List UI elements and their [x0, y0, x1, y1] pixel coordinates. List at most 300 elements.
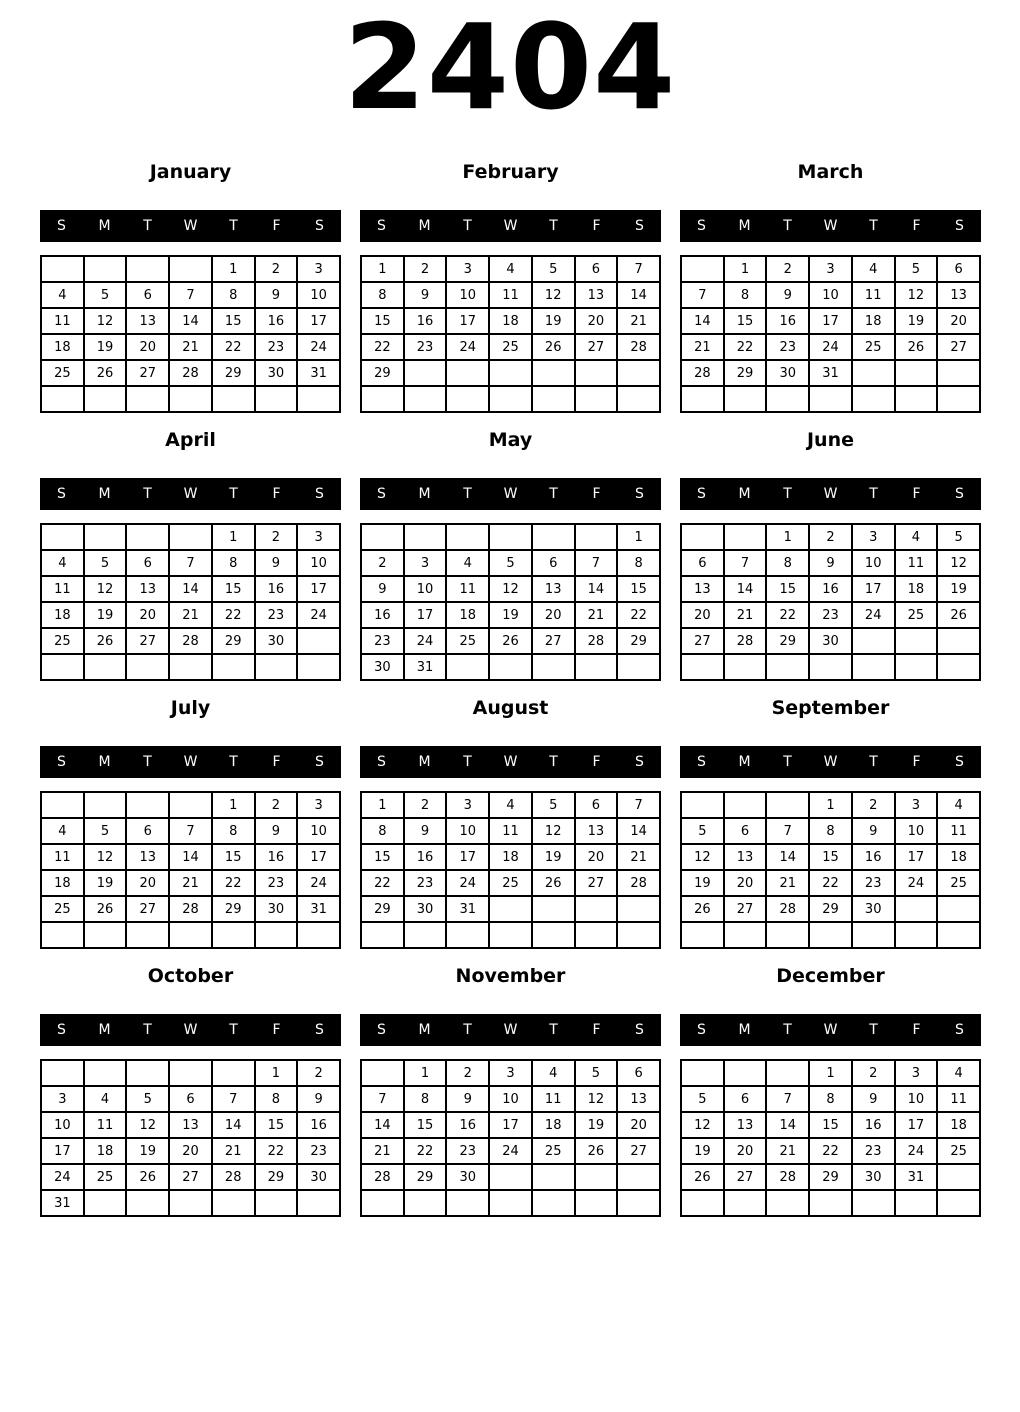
day-cell: 19 — [532, 308, 575, 334]
weekday-header: S — [635, 1022, 644, 1038]
day-cell: 7 — [169, 550, 212, 576]
weekday-header: F — [592, 218, 601, 234]
empty-day-cell — [809, 1190, 852, 1216]
day-cell: 22 — [361, 870, 404, 896]
day-cell: 10 — [809, 282, 852, 308]
day-cell: 22 — [212, 870, 255, 896]
empty-day-cell — [41, 792, 84, 818]
empty-day-cell — [255, 654, 298, 680]
day-cell: 5 — [532, 792, 575, 818]
day-cell: 3 — [404, 550, 447, 576]
day-cell: 30 — [297, 1164, 340, 1190]
day-cell: 26 — [489, 628, 532, 654]
day-cell: 12 — [937, 550, 980, 576]
day-cell: 8 — [809, 1086, 852, 1112]
day-cell: 15 — [361, 844, 404, 870]
weekday-header: S — [955, 218, 964, 234]
weekday-header: T — [229, 754, 238, 770]
day-cell: 14 — [766, 1112, 809, 1138]
day-cell: 29 — [724, 360, 767, 386]
day-cell: 22 — [766, 602, 809, 628]
day-cell: 25 — [41, 628, 84, 654]
day-cell: 30 — [255, 896, 298, 922]
empty-day-cell — [532, 1190, 575, 1216]
day-cell: 18 — [532, 1112, 575, 1138]
weekday-header: F — [912, 218, 921, 234]
weekday-header-bar — [40, 210, 341, 242]
day-cell: 23 — [446, 1138, 489, 1164]
day-cell: 14 — [575, 576, 618, 602]
weekday-header: S — [315, 486, 324, 502]
day-cell: 4 — [489, 256, 532, 282]
day-cell: 14 — [766, 844, 809, 870]
day-cell: 5 — [895, 256, 938, 282]
empty-day-cell — [766, 386, 809, 412]
day-cell: 18 — [41, 334, 84, 360]
weekday-header: T — [549, 218, 558, 234]
day-cell: 14 — [169, 844, 212, 870]
day-cell: 14 — [681, 308, 724, 334]
weekday-header: F — [592, 754, 601, 770]
month-block — [680, 160, 981, 413]
day-cell: 9 — [852, 818, 895, 844]
day-cell: 4 — [41, 282, 84, 308]
empty-day-cell — [809, 654, 852, 680]
weekday-header: W — [183, 754, 198, 770]
weekday-header: M — [418, 218, 431, 234]
weekday-header: T — [229, 486, 238, 502]
day-cell: 11 — [895, 550, 938, 576]
day-cell: 23 — [404, 334, 447, 360]
day-cell: 31 — [446, 896, 489, 922]
empty-day-cell — [575, 360, 618, 386]
weekday-header: T — [783, 754, 792, 770]
empty-day-cell — [404, 922, 447, 948]
weekday-header-bar — [360, 478, 661, 510]
empty-day-cell — [681, 654, 724, 680]
month-block — [360, 696, 661, 949]
day-cell: 6 — [575, 256, 618, 282]
day-cell: 13 — [532, 576, 575, 602]
empty-day-cell — [126, 1190, 169, 1216]
empty-day-cell — [489, 386, 532, 412]
day-cell: 20 — [937, 308, 980, 334]
day-cell: 1 — [212, 524, 255, 550]
day-cell: 24 — [809, 334, 852, 360]
weekday-header: T — [869, 218, 878, 234]
weekday-header-bar — [680, 478, 981, 510]
day-cell: 10 — [404, 576, 447, 602]
day-cell: 11 — [41, 308, 84, 334]
day-cell: 16 — [404, 308, 447, 334]
day-cell: 9 — [766, 282, 809, 308]
month-name: August — [472, 697, 549, 719]
weekday-header: W — [823, 486, 838, 502]
day-cell: 17 — [809, 308, 852, 334]
day-cell: 11 — [84, 1112, 127, 1138]
day-cell: 11 — [446, 576, 489, 602]
day-cell: 3 — [489, 1060, 532, 1086]
day-cell: 11 — [532, 1086, 575, 1112]
day-cell: 4 — [446, 550, 489, 576]
month-name: November — [455, 965, 566, 987]
day-cell: 20 — [617, 1112, 660, 1138]
empty-day-cell — [297, 628, 340, 654]
empty-day-cell — [404, 1190, 447, 1216]
empty-day-cell — [852, 386, 895, 412]
day-cell: 28 — [169, 896, 212, 922]
empty-day-cell — [489, 1190, 532, 1216]
day-cell: 31 — [297, 360, 340, 386]
weekday-header: F — [912, 486, 921, 502]
weekday-header: T — [229, 1022, 238, 1038]
day-cell: 28 — [724, 628, 767, 654]
day-cell: 8 — [404, 1086, 447, 1112]
day-cell: 22 — [809, 1138, 852, 1164]
day-cell: 27 — [617, 1138, 660, 1164]
weekday-header: M — [738, 1022, 751, 1038]
day-cell: 18 — [41, 870, 84, 896]
empty-day-cell — [532, 654, 575, 680]
empty-day-cell — [41, 256, 84, 282]
day-cell: 19 — [126, 1138, 169, 1164]
day-cell: 30 — [766, 360, 809, 386]
day-cell: 2 — [255, 256, 298, 282]
month-grid — [680, 791, 981, 949]
empty-day-cell — [852, 654, 895, 680]
weekday-header: S — [697, 218, 706, 234]
month-grid — [680, 523, 981, 681]
day-cell: 13 — [937, 282, 980, 308]
day-cell: 3 — [41, 1086, 84, 1112]
day-cell: 16 — [297, 1112, 340, 1138]
weekday-header-bar — [680, 1014, 981, 1046]
day-cell: 23 — [255, 602, 298, 628]
empty-day-cell — [126, 792, 169, 818]
empty-day-cell — [212, 922, 255, 948]
day-cell: 16 — [446, 1112, 489, 1138]
day-cell: 19 — [532, 844, 575, 870]
day-cell: 29 — [255, 1164, 298, 1190]
day-cell: 4 — [937, 792, 980, 818]
weekday-header: F — [912, 1022, 921, 1038]
day-cell: 2 — [255, 524, 298, 550]
day-cell: 25 — [84, 1164, 127, 1190]
day-cell: 23 — [361, 628, 404, 654]
day-cell: 20 — [126, 334, 169, 360]
day-cell: 20 — [169, 1138, 212, 1164]
day-cell: 1 — [617, 524, 660, 550]
day-cell: 28 — [617, 870, 660, 896]
day-cell: 11 — [489, 282, 532, 308]
day-cell: 23 — [404, 870, 447, 896]
month-grid — [360, 523, 661, 681]
empty-day-cell — [404, 386, 447, 412]
weekday-header: S — [315, 754, 324, 770]
weekday-header: T — [549, 486, 558, 502]
weekday-header-bar — [360, 1014, 661, 1046]
empty-day-cell — [84, 1060, 127, 1086]
day-cell: 8 — [212, 550, 255, 576]
empty-day-cell — [297, 1190, 340, 1216]
weekday-header: T — [869, 486, 878, 502]
empty-day-cell — [41, 922, 84, 948]
day-cell: 1 — [361, 792, 404, 818]
day-cell: 25 — [937, 1138, 980, 1164]
day-cell: 5 — [681, 818, 724, 844]
day-cell: 13 — [575, 818, 618, 844]
day-cell: 28 — [169, 628, 212, 654]
day-cell: 2 — [852, 1060, 895, 1086]
day-cell: 25 — [852, 334, 895, 360]
empty-day-cell — [169, 256, 212, 282]
weekday-header-bar — [40, 478, 341, 510]
day-cell: 29 — [404, 1164, 447, 1190]
empty-day-cell — [937, 1164, 980, 1190]
day-cell: 13 — [575, 282, 618, 308]
day-cell: 18 — [446, 602, 489, 628]
day-cell: 28 — [575, 628, 618, 654]
empty-day-cell — [489, 524, 532, 550]
day-cell: 1 — [766, 524, 809, 550]
day-cell: 17 — [895, 844, 938, 870]
day-cell: 25 — [937, 870, 980, 896]
day-cell: 11 — [937, 818, 980, 844]
day-cell: 11 — [852, 282, 895, 308]
day-cell: 13 — [126, 576, 169, 602]
weekday-header: W — [823, 218, 838, 234]
day-cell: 2 — [766, 256, 809, 282]
day-cell: 10 — [446, 282, 489, 308]
weekday-header: T — [463, 218, 472, 234]
day-cell: 11 — [937, 1086, 980, 1112]
day-cell: 8 — [809, 818, 852, 844]
day-cell: 6 — [126, 550, 169, 576]
month-grid — [680, 255, 981, 413]
day-cell: 23 — [852, 1138, 895, 1164]
weekday-header: T — [869, 754, 878, 770]
empty-day-cell — [617, 922, 660, 948]
day-cell: 10 — [895, 818, 938, 844]
day-cell: 12 — [84, 576, 127, 602]
month-block — [360, 964, 661, 1217]
day-cell: 5 — [937, 524, 980, 550]
month-name: December — [776, 965, 885, 987]
day-cell: 18 — [937, 1112, 980, 1138]
day-cell: 9 — [446, 1086, 489, 1112]
day-cell: 8 — [724, 282, 767, 308]
day-cell: 20 — [681, 602, 724, 628]
day-cell: 3 — [297, 792, 340, 818]
month-name: September — [771, 697, 890, 719]
weekday-header: F — [272, 218, 281, 234]
empty-day-cell — [126, 922, 169, 948]
day-cell: 17 — [41, 1138, 84, 1164]
day-cell: 13 — [126, 844, 169, 870]
month-grid — [40, 1059, 341, 1217]
day-cell: 3 — [852, 524, 895, 550]
weekday-header: S — [635, 754, 644, 770]
day-cell: 29 — [766, 628, 809, 654]
day-cell: 24 — [297, 602, 340, 628]
day-cell: 26 — [84, 360, 127, 386]
weekday-header-bar — [360, 746, 661, 778]
day-cell: 24 — [852, 602, 895, 628]
weekday-header: W — [183, 218, 198, 234]
day-cell: 9 — [255, 282, 298, 308]
day-cell: 16 — [809, 576, 852, 602]
empty-day-cell — [446, 1190, 489, 1216]
day-cell: 16 — [255, 308, 298, 334]
weekday-header: T — [229, 218, 238, 234]
empty-day-cell — [126, 524, 169, 550]
empty-day-cell — [681, 1060, 724, 1086]
weekday-header: S — [57, 218, 66, 234]
weekday-header: M — [98, 1022, 111, 1038]
day-cell: 18 — [852, 308, 895, 334]
empty-day-cell — [532, 896, 575, 922]
day-cell: 16 — [255, 844, 298, 870]
day-cell: 21 — [169, 870, 212, 896]
day-cell: 9 — [255, 550, 298, 576]
day-cell: 21 — [681, 334, 724, 360]
empty-day-cell — [255, 922, 298, 948]
day-cell: 15 — [212, 576, 255, 602]
empty-day-cell — [489, 922, 532, 948]
day-cell: 19 — [681, 870, 724, 896]
weekday-header: W — [183, 1022, 198, 1038]
day-cell: 29 — [617, 628, 660, 654]
day-cell: 1 — [809, 792, 852, 818]
day-cell: 25 — [41, 896, 84, 922]
day-cell: 8 — [212, 282, 255, 308]
day-cell: 7 — [575, 550, 618, 576]
day-cell: 21 — [212, 1138, 255, 1164]
day-cell: 15 — [212, 844, 255, 870]
day-cell: 16 — [852, 1112, 895, 1138]
empty-day-cell — [361, 922, 404, 948]
day-cell: 6 — [617, 1060, 660, 1086]
empty-day-cell — [169, 386, 212, 412]
day-cell: 26 — [895, 334, 938, 360]
empty-day-cell — [404, 360, 447, 386]
day-cell: 7 — [361, 1086, 404, 1112]
day-cell: 22 — [809, 870, 852, 896]
day-cell: 18 — [489, 844, 532, 870]
empty-day-cell — [489, 1164, 532, 1190]
weekday-header: S — [57, 1022, 66, 1038]
day-cell: 4 — [41, 550, 84, 576]
day-cell: 19 — [575, 1112, 618, 1138]
empty-day-cell — [766, 792, 809, 818]
weekday-header: M — [98, 218, 111, 234]
empty-day-cell — [937, 628, 980, 654]
empty-day-cell — [169, 1190, 212, 1216]
day-cell: 10 — [41, 1112, 84, 1138]
day-cell: 13 — [126, 308, 169, 334]
day-cell: 16 — [361, 602, 404, 628]
day-cell: 26 — [681, 896, 724, 922]
empty-day-cell — [809, 922, 852, 948]
day-cell: 26 — [937, 602, 980, 628]
day-cell: 12 — [489, 576, 532, 602]
weekday-header: F — [592, 1022, 601, 1038]
day-cell: 25 — [41, 360, 84, 386]
month-name: June — [806, 429, 854, 451]
day-cell: 23 — [255, 870, 298, 896]
day-cell: 4 — [84, 1086, 127, 1112]
weekday-header: T — [143, 754, 152, 770]
day-cell: 16 — [766, 308, 809, 334]
weekday-header: T — [549, 1022, 558, 1038]
day-cell: 20 — [724, 870, 767, 896]
day-cell: 23 — [809, 602, 852, 628]
day-cell: 10 — [297, 818, 340, 844]
empty-day-cell — [766, 654, 809, 680]
day-cell: 18 — [41, 602, 84, 628]
day-cell: 12 — [895, 282, 938, 308]
day-cell: 14 — [617, 818, 660, 844]
day-cell: 12 — [84, 844, 127, 870]
empty-day-cell — [84, 524, 127, 550]
month-name: October — [147, 965, 234, 987]
day-cell: 26 — [84, 896, 127, 922]
day-cell: 19 — [489, 602, 532, 628]
day-cell: 16 — [852, 844, 895, 870]
day-cell: 27 — [575, 334, 618, 360]
empty-day-cell — [724, 922, 767, 948]
day-cell: 13 — [169, 1112, 212, 1138]
day-cell: 8 — [361, 818, 404, 844]
day-cell: 8 — [255, 1086, 298, 1112]
empty-day-cell — [41, 1060, 84, 1086]
day-cell: 22 — [361, 334, 404, 360]
day-cell: 7 — [617, 792, 660, 818]
weekday-header: W — [503, 754, 518, 770]
day-cell: 31 — [895, 1164, 938, 1190]
weekday-header-bar — [40, 746, 341, 778]
day-cell: 11 — [489, 818, 532, 844]
day-cell: 3 — [809, 256, 852, 282]
day-cell: 4 — [895, 524, 938, 550]
day-cell: 29 — [809, 896, 852, 922]
weekday-header: S — [57, 486, 66, 502]
day-cell: 28 — [169, 360, 212, 386]
day-cell: 17 — [404, 602, 447, 628]
day-cell: 9 — [361, 576, 404, 602]
month-block — [680, 428, 981, 681]
day-cell: 11 — [41, 844, 84, 870]
day-cell: 1 — [404, 1060, 447, 1086]
day-cell: 16 — [404, 844, 447, 870]
month-grid — [40, 523, 341, 681]
month-block — [40, 160, 341, 413]
day-cell: 2 — [404, 792, 447, 818]
day-cell: 15 — [766, 576, 809, 602]
day-cell: 8 — [212, 818, 255, 844]
day-cell: 12 — [575, 1086, 618, 1112]
day-cell: 6 — [681, 550, 724, 576]
day-cell: 10 — [446, 818, 489, 844]
empty-day-cell — [41, 386, 84, 412]
empty-day-cell — [766, 1060, 809, 1086]
empty-day-cell — [212, 1190, 255, 1216]
day-cell: 27 — [532, 628, 575, 654]
months-grid — [40, 160, 981, 1217]
empty-day-cell — [724, 792, 767, 818]
empty-day-cell — [212, 386, 255, 412]
empty-day-cell — [532, 1164, 575, 1190]
